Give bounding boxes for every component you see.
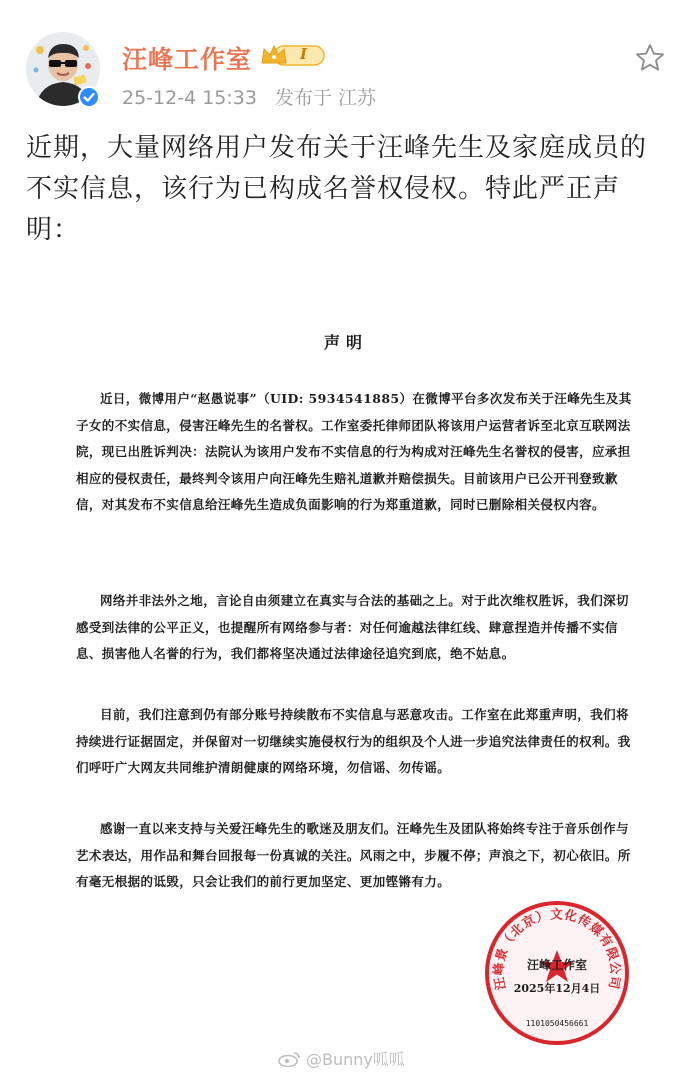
username[interactable]: 汪峰工作室 xyxy=(122,45,253,74)
statement-paragraph-1: 近日，微博用户“赵愚说事”（UID: 5934541885）在微博平台多次发布关于汪峰先生及其子女的不实信息，侵害汪峰先生的名誉权。工作室委托律师团队将该用户运营者诉至北京互联网法院，现已出胜诉判决：法院认为该用户发布不实信息的行为构成对汪峰先生名誉权的侵害，应承担相应的侵权责任，最终判令该用户向汪峰先生赔礼道歉并赔偿损失。目前该用户已公开刊登致歉信，对其发布不实信息给汪峰先生造成负面影响的行为郑重道歉，同时已删除相关侵权内容。 xyxy=(76,391,632,512)
statement-paragraph-4: 感谢一直以来支持与关爱汪峰先生的歌迷及朋友们。汪峰先生及团队将始终专注于音乐创作与艺术表达，用作品和舞台回报每一份真诚的关注。风雨之中，步履不停；声浪之下，初心依旧。所有毫无根据的诋毁，只会让我们的前行更加坚定、更加铿锵有力。 xyxy=(76,821,631,889)
seal-date: 2025年12月4日 xyxy=(513,982,601,995)
post-meta xyxy=(122,83,388,110)
post-timestamp[interactable]: 25-12-4 15:33 xyxy=(122,87,257,109)
member-badge[interactable] xyxy=(260,42,326,68)
post-header xyxy=(0,0,690,120)
star-outline-icon xyxy=(634,42,666,74)
statement-title: 声明 xyxy=(323,333,368,352)
favorite-button[interactable] xyxy=(634,42,666,74)
verified-badge-icon xyxy=(78,86,100,108)
seal-number: 1101050456661 xyxy=(525,1019,589,1028)
member-level: I xyxy=(300,45,308,63)
statement-paragraph-3: 目前，我们注意到仍有部分账号持续散布不实信息与恶意攻击。工作室在此郑重声明，我们将持续进行证据固定，并保留对一切继续实施侵权行为的组织及个人进一步追究法律责任的权利。我们呼吁广大网友共同维护清朗健康的网络环境，勿信谣、勿传谣。 xyxy=(76,707,631,775)
post-location: 发布于 江苏 xyxy=(275,87,377,109)
crown-icon xyxy=(260,42,326,68)
seal-center-text: 汪峰工作室 xyxy=(526,958,587,972)
company-seal xyxy=(482,898,632,1048)
statement-image[interactable] xyxy=(26,306,666,1076)
seal-ring-text: 汪峰景（北京）文化传媒有限公司 xyxy=(490,906,624,992)
watermark-text: @Bunny呱呱 xyxy=(306,1050,405,1069)
post-text: 近期，大量网络用户发布关于汪峰先生及家庭成员的不实信息，该行为已构成名誉权侵权。特此严正声明： xyxy=(26,133,648,245)
statement-paragraph-2: 网络并非法外之地，言论自由须建立在真实与合法的基础之上。对于此次维权胜诉，我们深切感受到法律的公平正义，也提醒所有网络参与者：对任何逾越法律红线、肆意捏造并传播不实信息、损害他人名誉的行为，我们都将坚决通过法律途径追究到底，绝不姑息。 xyxy=(76,593,629,661)
watermark xyxy=(278,1047,405,1070)
seal-graphic xyxy=(482,898,632,1048)
weibo-logo-icon xyxy=(278,1051,302,1067)
